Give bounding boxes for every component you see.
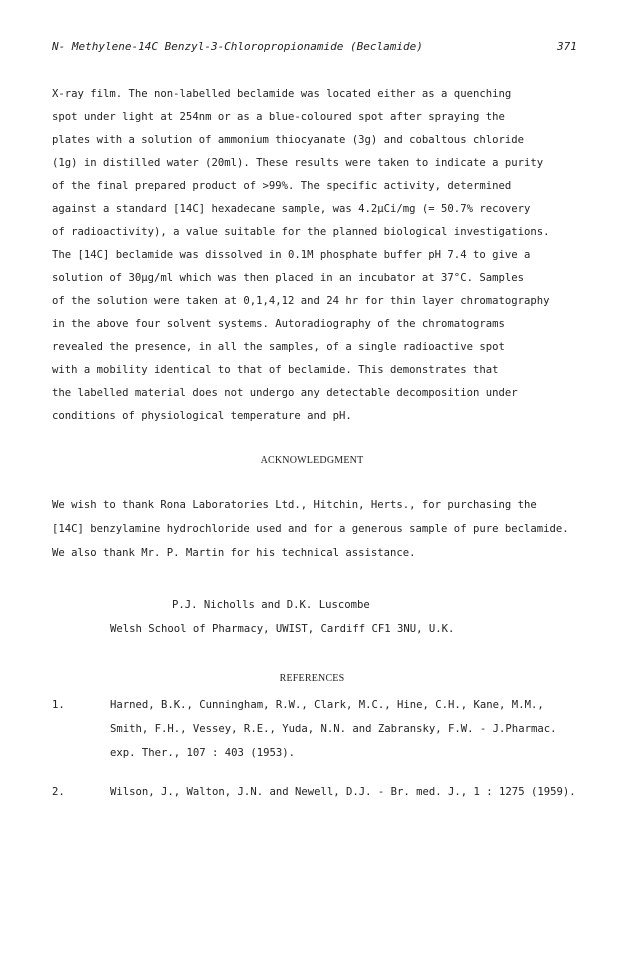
page-number: 371 (557, 40, 577, 53)
body-line: revealed the presence, in all the samples, of a single radioactive spot (52, 341, 505, 353)
reference-line: Harned, B.K., Cunningham, R.W., Clark, M.C., Hine, C.H., Kane, M.M., (110, 699, 544, 711)
body-line: of the solution were taken at 0,1,4,12 and 24 hr for thin layer chromatography (52, 295, 550, 307)
reference-line: exp. Ther., 107 : 403 (1953). (110, 747, 295, 759)
acknowledgment-line: We wish to thank Rona Laboratories Ltd., Hitchin, Herts., for purchasing the (52, 499, 537, 511)
body-line: plates with a solution of ammonium thiocyanate (3g) and cobaltous chloride (52, 134, 524, 146)
reference-line: Smith, F.H., Vessey, R.E., Yuda, N.N. and Zabransky, F.W. - J.Pharmac. (110, 723, 557, 735)
body-line: with a mobility identical to that of beclamide. This demonstrates that (52, 364, 499, 376)
body-line: of the final prepared product of >99%. The specific activity, determined (52, 180, 512, 192)
reference-number: 1. (52, 699, 65, 711)
references-heading: REFERENCES (279, 673, 345, 684)
acknowledgment-line: [14C] benzylamine hydrochloride used and for a generous sample of pure beclamide. (52, 523, 569, 535)
body-line: The [14C] beclamide was dissolved in 0.1M phosphate buffer pH 7.4 to give a (52, 249, 531, 261)
body-line: spot under light at 254nm or as a blue-coloured spot after spraying the (52, 111, 505, 123)
body-line: conditions of physiological temperature and pH. (52, 410, 352, 422)
reference-number: 2. (52, 786, 65, 798)
acknowledgment-heading: ACKNOWLEDGMENT (260, 455, 364, 466)
body-line: of radioactivity), a value suitable for the planned biological investigations. (52, 226, 550, 238)
body-line: in the above four solvent systems. Autoradiography of the chromatograms (52, 318, 505, 330)
acknowledgment-line: We also thank Mr. P. Martin for his technical assistance. (52, 547, 416, 559)
body-line: (1g) in distilled water (20ml). These results were taken to indicate a purity (52, 157, 544, 169)
body-line: the labelled material does not undergo any detectable decomposition under (52, 387, 518, 399)
body-line: against a standard [14C] hexadecane sample, was 4.2µCi/mg (= 50.7% recovery (52, 203, 531, 215)
author-affiliation: Welsh School of Pharmacy, UWIST, Cardiff CF1 3NU, U.K. (110, 623, 455, 635)
author-names: P.J. Nicholls and D.K. Luscombe (172, 599, 370, 611)
reference-line: Wilson, J., Walton, J.N. and Newell, D.J. - Br. med. J., 1 : 1275 (1959). (110, 786, 576, 798)
body-line: solution of 30µg/ml which was then placed in an incubator at 37°C. Samples (52, 272, 524, 284)
running-title: N- Methylene-14C Benzyl-3-Chloropropionamide (Beclamide) (52, 40, 423, 53)
body-line: X-ray film. The non-labelled beclamide was located either as a quenching (52, 88, 512, 100)
